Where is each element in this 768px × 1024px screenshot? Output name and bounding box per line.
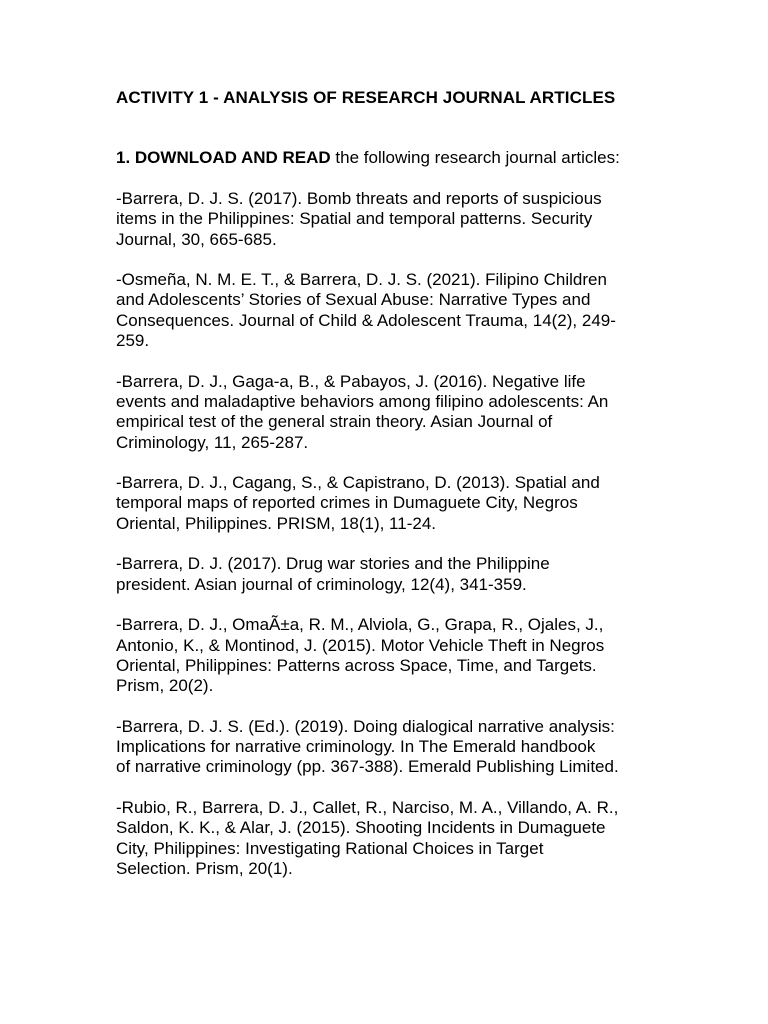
reference-line: Journal, 30, 665-685.	[116, 229, 277, 249]
reference-line: items in the Philippines: Spatial and temporal patterns. Security	[116, 209, 593, 229]
reference-line: Prism, 20(2).	[116, 676, 214, 696]
reference-item	[116, 615, 676, 696]
instruction-text: the following research journal articles:	[330, 148, 620, 167]
reference-line: empirical test of the general strain theory. Asian Journal of	[116, 412, 553, 432]
reference-line: -Barrera, D. J. (2017). Drug war stories and the Philippine	[116, 554, 550, 574]
reference-line: Implications for narrative criminology. In The Emerald handbook	[116, 737, 596, 757]
reference-item	[116, 798, 676, 879]
reference-line: -Barrera, D. J. S. (Ed.). (2019). Doing dialogical narrative analysis:	[116, 716, 615, 736]
reference-item	[116, 717, 676, 778]
reference-item	[116, 189, 676, 250]
reference-line: temporal maps of reported crimes in Dumaguete City, Negros	[116, 493, 578, 513]
reference-line: -Osmeña, N. M. E. T., & Barrera, D. J. S. (2021). Filipino Children	[116, 270, 607, 290]
reference-line: Antonio, K., & Montinod, J. (2015). Motor Vehicle Theft in Negros	[116, 635, 605, 655]
reference-line: -Barrera, D. J., OmaÃ±a, R. M., Alviola, G., Grapa, R., Ojales, J.,	[116, 615, 604, 635]
reference-line: Consequences. Journal of Child & Adolescent Trauma, 14(2), 249-	[116, 310, 616, 330]
reference-line: -Rubio, R., Barrera, D. J., Callet, R., Narciso, M. A., Villando, A. R.,	[116, 797, 619, 817]
reference-item	[116, 473, 676, 534]
reference-line: 259.	[116, 331, 150, 351]
reference-line: president. Asian journal of criminology, 12(4), 341-359.	[116, 574, 527, 594]
reference-line: -Barrera, D. J. S. (2017). Bomb threats and reports of suspicious	[116, 189, 602, 208]
reference-line: Selection. Prism, 20(1).	[116, 858, 293, 878]
reference-item	[116, 554, 676, 595]
reference-line: Oriental, Philippines. PRISM, 18(1), 11-24.	[116, 513, 436, 533]
reference-line: City, Philippines: Investigating Rational Choices in Target	[116, 838, 544, 858]
reference-line: and Adolescents’ Stories of Sexual Abuse: Narrative Types and	[116, 290, 591, 310]
instruction-lead: 1. DOWNLOAD AND READ	[116, 148, 331, 167]
reference-item	[116, 372, 676, 453]
reference-item	[116, 270, 676, 351]
instruction-paragraph	[116, 148, 620, 168]
reference-line: -Barrera, D. J., Gaga-a, B., & Pabayos, J. (2016). Negative life	[116, 371, 586, 391]
page-title: ACTIVITY 1 - ANALYSIS OF RESEARCH JOURNAL ARTICLES	[116, 88, 616, 107]
reference-line: -Barrera, D. J., Cagang, S., & Capistrano, D. (2013). Spatial and	[116, 473, 600, 493]
reference-line: of narrative criminology (pp. 367-388). Emerald Publishing Limited.	[116, 757, 619, 777]
reference-line: Criminology, 11, 265-287.	[116, 432, 309, 452]
reference-line: Saldon, K. K., & Alar, J. (2015). Shooting Incidents in Dumaguete	[116, 818, 606, 838]
reference-line: events and maladaptive behaviors among filipino adolescents: An	[116, 391, 609, 411]
reference-list	[116, 189, 676, 899]
reference-line: Oriental, Philippines: Patterns across Space, Time, and Targets.	[116, 655, 597, 675]
